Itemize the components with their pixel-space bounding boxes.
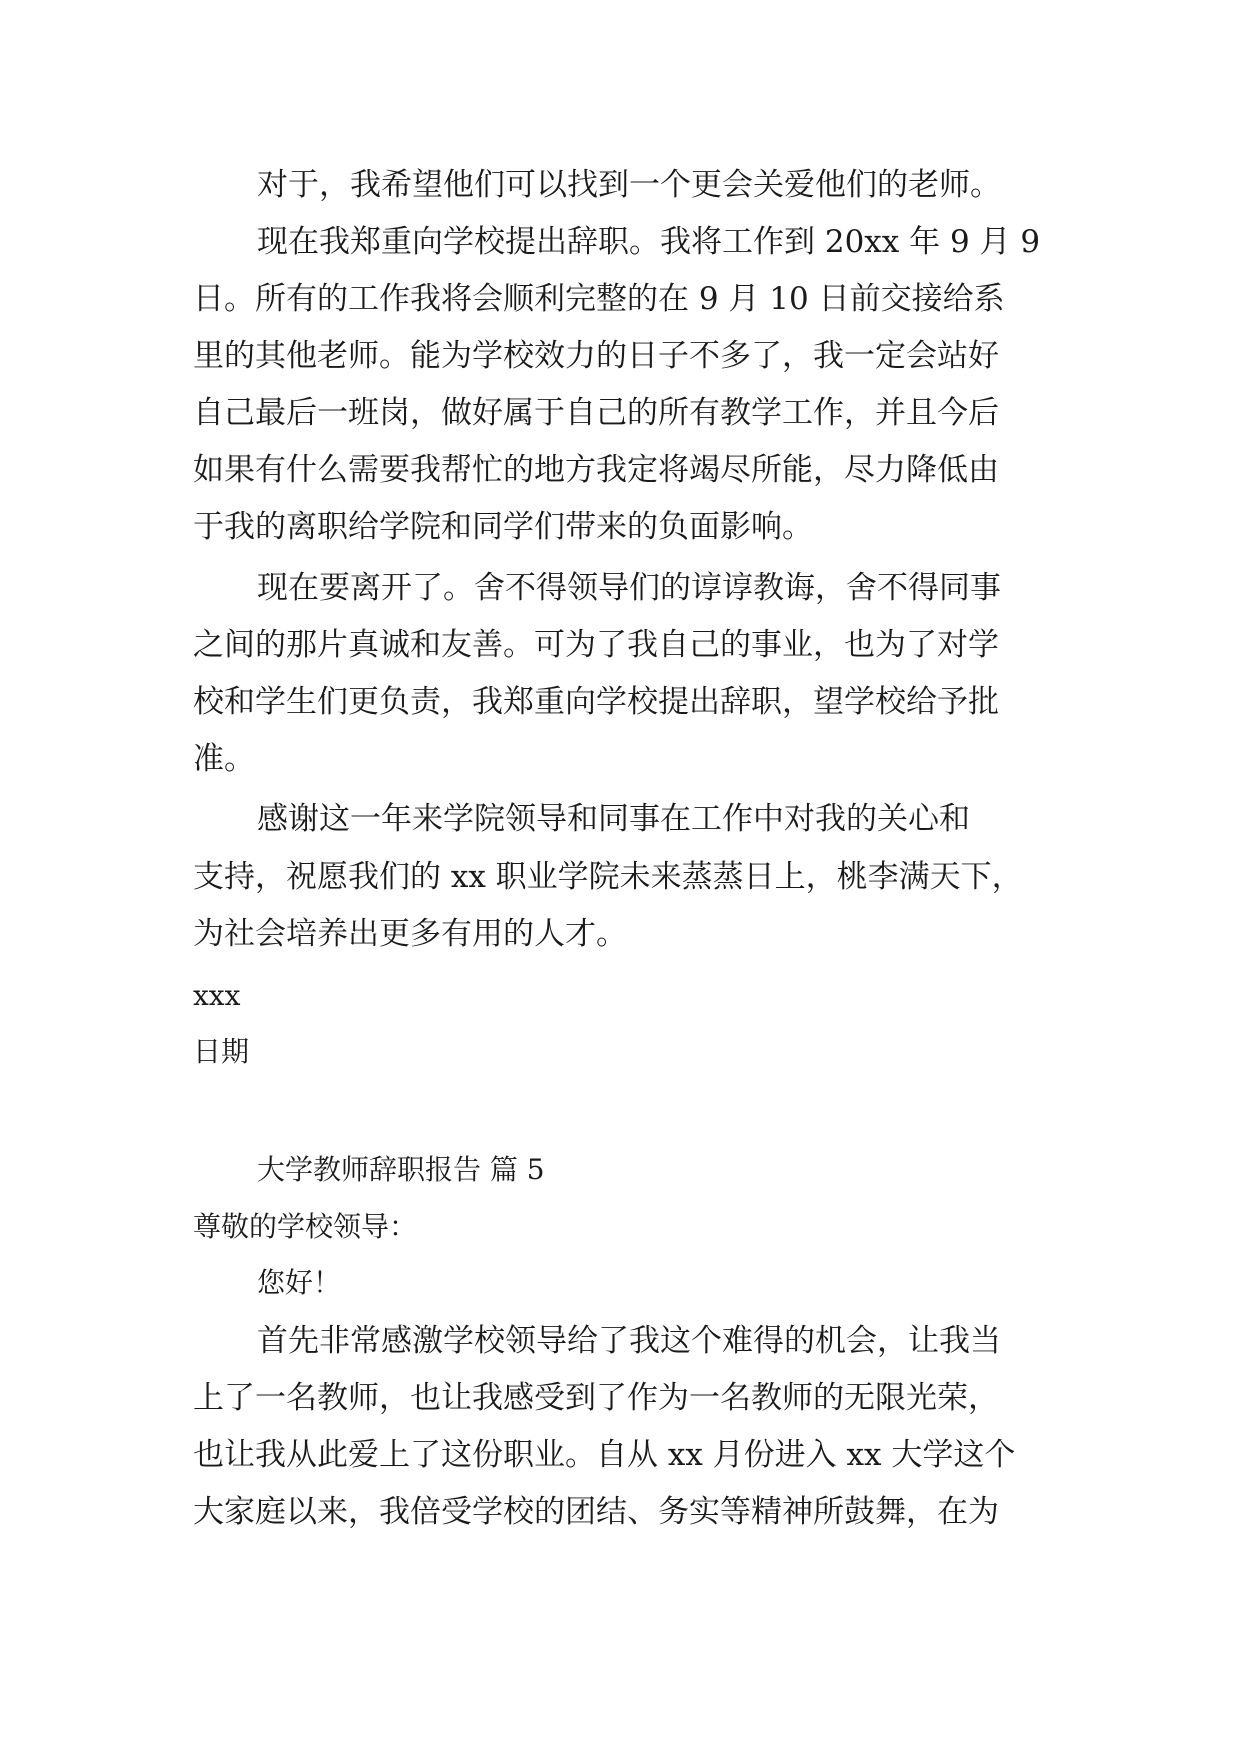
paragraph-line: 里的其他老师。能为学校效力的日子不多了，我一定会站好: [193, 338, 999, 374]
paragraph-line: 准。: [193, 741, 255, 777]
paragraph-line: 如果有什么需要我帮忙的地方我定将竭尽所能，尽力降低由: [193, 452, 999, 488]
signature: xxx: [193, 979, 241, 1012]
paragraph-line: 现在要离开了。舍不得领导们的谆谆教诲，舍不得同事: [257, 570, 1001, 606]
paragraph-line: 为社会培养出更多有用的人才。: [193, 916, 627, 952]
paragraph-line: 自己最后一班岗，做好属于自己的所有教学工作，并且今后: [193, 395, 999, 431]
paragraph-line: 首先非常感激学校领导给了我这个难得的机会，让我当: [257, 1323, 1001, 1359]
paragraph-line: 之间的那片真诚和友善。可为了我自己的事业，也为了对学: [193, 627, 999, 663]
paragraph-line: 于我的离职给学院和同学们带来的负面影响。: [193, 509, 813, 545]
paragraph-line: 对于，我希望他们可以找到一个更会关爱他们的老师。: [257, 167, 1001, 203]
paragraph-line: 支持，祝愿我们的 xx 职业学院未来蒸蒸日上，桃李满天下，: [193, 859, 1023, 895]
date-label: 日期: [193, 1035, 250, 1068]
paragraph-line: 日。所有的工作我将会顺利完整的在 9 月 10 日前交接给系: [193, 281, 1005, 317]
section-title: 大学教师辞职报告 篇 5: [257, 1153, 545, 1186]
paragraph-line: 现在我郑重向学校提出辞职。我将工作到 20xx 年 9 月 9: [257, 224, 1041, 260]
paragraph-line: 校和学生们更负责，我郑重向学校提出辞职，望学校给予批: [193, 684, 999, 720]
paragraph-line: 大家庭以来，我倍受学校的团结、务实等精神所鼓舞，在为: [193, 1494, 999, 1530]
paragraph-line: 也让我从此爱上了这份职业。自从 xx 月份进入 xx 大学这个: [193, 1437, 1016, 1473]
salutation: 尊敬的学校领导：: [193, 1210, 418, 1243]
paragraph-line: 上了一名教师，也让我感受到了作为一名教师的无限光荣，: [193, 1380, 999, 1416]
paragraph-line: 感谢这一年来学院领导和同事在工作中对我的关心和: [257, 801, 970, 837]
greeting: 您好！: [257, 1266, 342, 1299]
